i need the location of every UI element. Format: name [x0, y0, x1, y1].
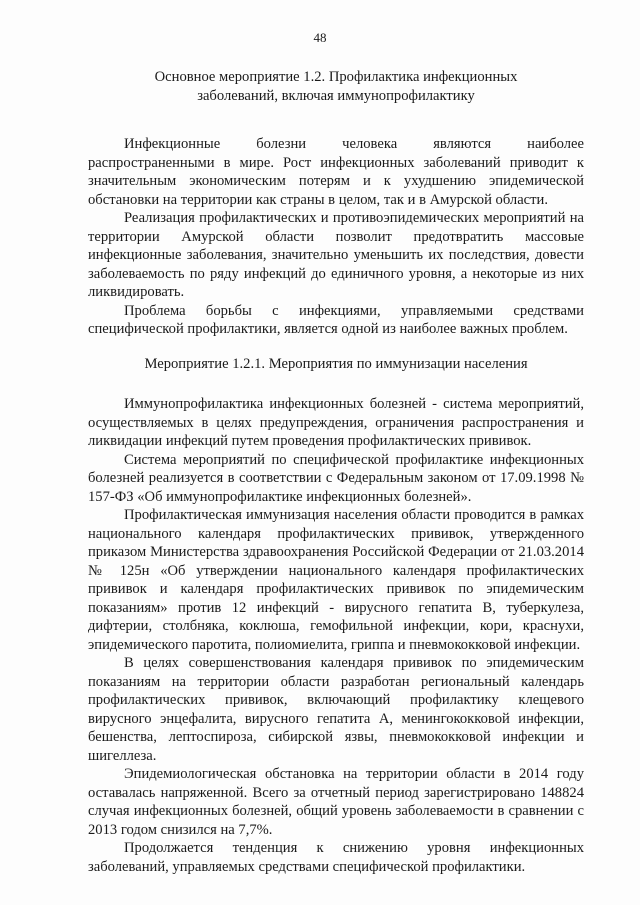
paragraph-infectious-diseases: Инфекционные болезни человека являются наиболее распространенными в мире. Рост инфекционных заболеваний приводит к значительным экономическим потерям и к ухудшению эпидемической обстановки на территории как страны в целом, так и в Амурской области.	[88, 136, 584, 208]
paragraph-regional-calendar: В целях совершенствования календаря прививок по эпидемическим показаниям на территории области разработан региональный календарь профилактических прививок, включающий профилактику клещевого вирусного энцефалита, вирусного гепатита А, менингококковой инфекции, бешенства, лептоспироза, сибирской язвы, пневмококковой инфекции и шигеллеза.	[88, 655, 584, 764]
section-heading	[88, 68, 584, 105]
paragraph-federal-law: Система мероприятий по специфической профилактике инфекционных болезней реализуется в соответствии с Федеральным законом от 17.09.1998 № 157-ФЗ «Об иммунопрофилактике инфекционных болезней».	[88, 451, 584, 505]
paragraph-implementation: Реализация профилактических и противоэпидемических мероприятий на территории Амурской области позволит предотвратить массовые инфекционные заболевания, значительно уменьшить их последствия, довести заболеваемость по ряду инфекций до единичного уровня, а некоторые из них ликвидировать.	[88, 210, 584, 300]
paragraph-national-calendar: Профилактическая иммунизация населения области проводится в рамках национального календаря профилактических прививок, утвержденного приказом Министерства здравоохранения Российской Федерации от 21.03.2014 № 125н «Об утверждении национального календаря профилактических прививок и календаря профилактических прививок по эпидемическим показаниям» против 12 инфекций - вирусного гепатита В, туберкулеза, дифтерии, столбняка, коклюша, гемофильной инфекции, кори, краснухи, эпидемического паротита, полиомиелита, гриппа и пневмококковой инфекции.	[88, 507, 584, 653]
section-heading-line-1: Основное мероприятие 1.2. Профилактика инфекционных	[154, 69, 518, 85]
subsection-heading: Мероприятие 1.2.1. Мероприятия по иммунизации населения	[144, 355, 528, 372]
paragraph-epidemiological-situation: Эпидемиологическая обстановка на территории области в 2014 году оставалась напряженной. Всего за отчетный период зарегистрировано 148824 случая инфекционных болезней, общий уровень заболеваемости в сравнении с 2013 годом снизился на 7,7%.	[88, 766, 584, 838]
paragraph-trend: Продолжается тенденция к снижению уровня инфекционных заболеваний, управляемых средствами специфической профилактики.	[88, 840, 584, 875]
page-number: 48	[313, 30, 327, 45]
section-heading-line-2: заболеваний, включая иммунопрофилактику	[197, 87, 475, 104]
document-body	[88, 68, 584, 876]
paragraph-problem: Проблема борьбы с инфекциями, управляемыми средствами специфической профилактики, является одной из наиболее важных проблем.	[88, 302, 584, 337]
paragraph-immunoprophylaxis: Иммунопрофилактика инфекционных болезней - система мероприятий, осуществляемых в целях предупреждения, ограничения распространения и ликвидации инфекций путем проведения профилактических прививок.	[88, 396, 584, 449]
